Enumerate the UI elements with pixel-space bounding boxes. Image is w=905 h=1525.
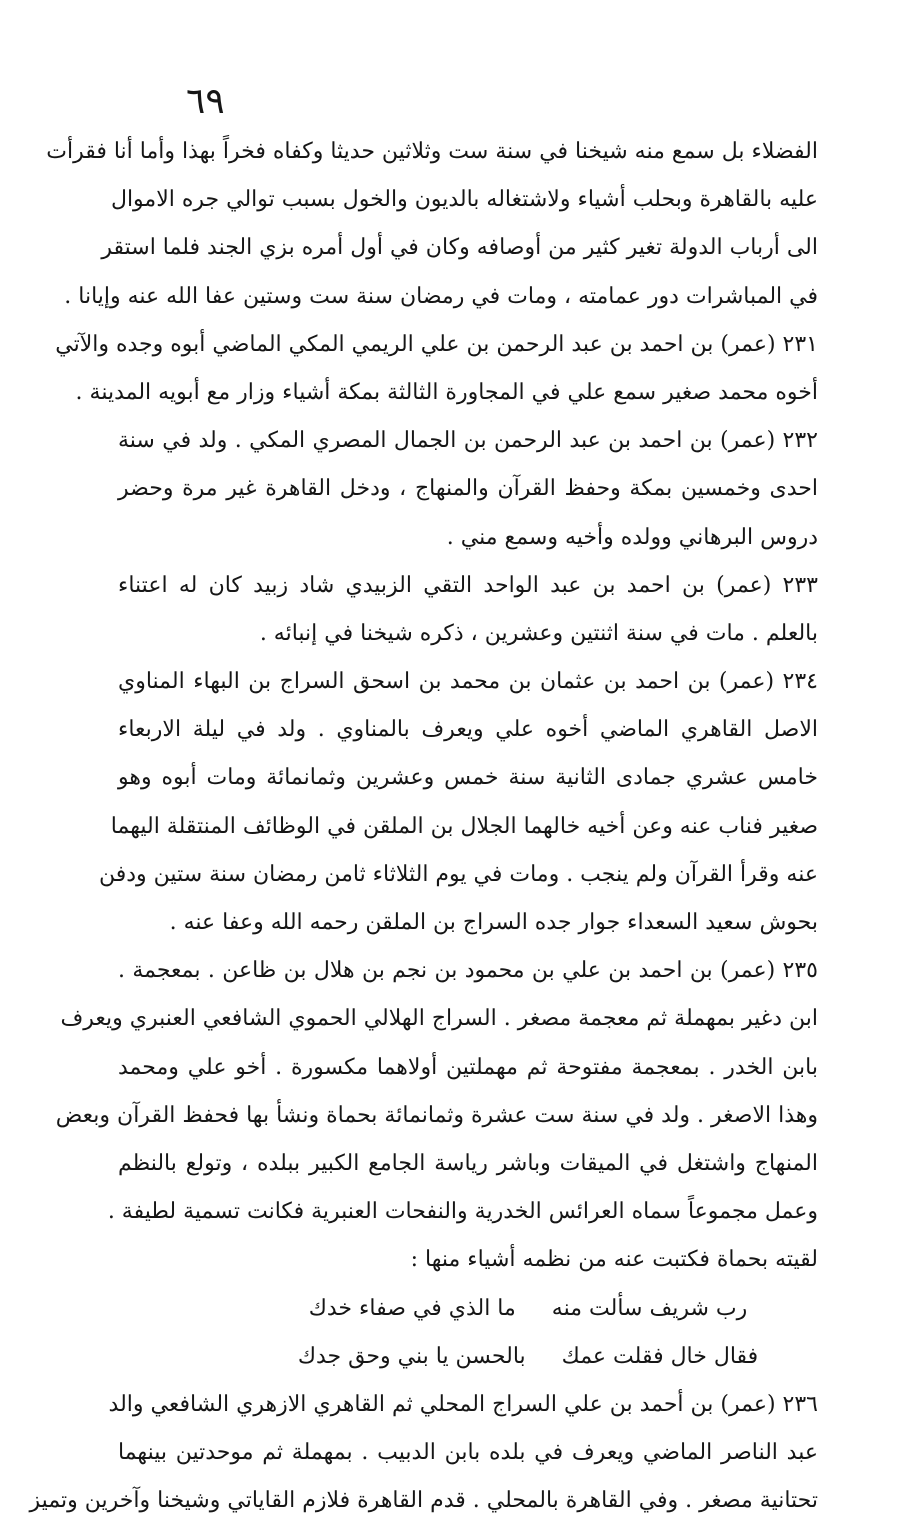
- text-line: الاصل القاهري الماضي أخوه علي ويعرف بالمناوي . ولد في ليلة الاربعاء: [118, 717, 818, 743]
- verse-second-hemistich: ما الذي في صفاء خدك: [308, 1295, 516, 1321]
- text-line: احدى وخمسين بمكة وحفظ القرآن والمنهاج ، ودخل القاهرة غير مرة وحضر: [118, 476, 818, 502]
- text-line: ابن دغير بمهملة ثم معجمة مصغر . السراج الهلالي الحموي الشافعي العنبري ويعرف: [60, 1006, 818, 1032]
- text-line: ٢٣٥ (عمر) بن احمد بن علي بن محمود بن نجم بن هلال بن ظاعن . بمعجمة .: [118, 958, 818, 984]
- text-line: ٢٣٢ (عمر) بن احمد بن عبد الرحمن بن الجمال المصري المكي . ولد في سنة: [118, 428, 818, 454]
- text-line: في المباشرات دور عمامته ، ومات في رمضان سنة ست وستين عفا الله عنه وإيانا .: [64, 283, 818, 309]
- text-line: الفضلاء بل سمع منه شيخنا في سنة ست وثلاثين حديثا وكفاه فخراً بهذا وأما أنا فقرأت: [46, 139, 818, 164]
- verse-first-hemistich: فقال خال فقلت عمك: [561, 1343, 759, 1369]
- text-line: صغير فناب عنه وعن أخيه خالهما الجلال بن الملقن في الوظائف المنتقلة اليهما: [110, 813, 818, 839]
- poem-verse: [118, 1285, 818, 1333]
- text-line: بابن الخدر . بمعجمة مفتوحة ثم مهملتين أولاهما مكسورة . أخو علي ومحمد: [118, 1054, 818, 1080]
- text-line: ٢٣٣ (عمر) بن احمد بن عبد الواحد التقي الزبيدي شاد زبيد كان له اعتناء: [118, 572, 818, 598]
- poem-verse: [118, 1333, 818, 1381]
- text-line: الى أرباب الدولة تغير كثير من أوصافه وكان في أول أمره بزي الجند فلما استقر: [101, 235, 818, 261]
- verse-second-hemistich: بالحسن يا بني وحق جدك: [297, 1343, 526, 1369]
- text-line: ٢٣٤ (عمر) بن احمد بن عثمان بن محمد بن اسحق السراج بن البهاء المناوي: [118, 669, 818, 695]
- page-number: ٦٩: [186, 81, 225, 122]
- text-line: وعمل مجموعاً سماه العرائس الخدرية والنفحات العنبرية فكانت تسمية لطيفة .: [107, 1199, 818, 1225]
- text-line: ٢٣١ (عمر) بن احمد بن عبد الرحمن بن علي الريمي المكي الماضي أبوه وجده والآتي: [55, 331, 818, 357]
- text-line: بالعلم . مات في سنة اثنتين وعشرين ، ذكره شيخنا في إنبائه .: [259, 620, 818, 646]
- text-line: تحتانية مصغر . وفي القاهرة بالمحلي . قدم القاهرة فلازم القاياتي وشيخنا وآخرين وتميز: [29, 1488, 818, 1514]
- text-line: أخوه محمد صغير سمع علي في المجاورة الثالثة بمكة أشياء وزار مع أبويه المدينة .: [75, 379, 818, 405]
- text-line: المنهاج واشتغل في الميقات وباشر رياسة الجامع الكبير ببلده ، وتولع بالنظم: [118, 1150, 818, 1176]
- text-line: عبد الناصر الماضي ويعرف في بلده بابن الدبيب . بمهملة ثم موحدتين بينهما: [118, 1440, 818, 1466]
- text-line: لقيته بحماة فكتبت عنه من نظمه أشياء منها :: [410, 1247, 818, 1273]
- text-line: ٢٣٦ (عمر) بن أحمد بن علي السراج المحلي ثم القاهري الازهري الشافعي والد: [108, 1391, 818, 1417]
- text-line: عليه بالقاهرة وبحلب أشياء ولاشتغاله بالديون والخول بسبب توالي جره الاموال: [110, 187, 818, 213]
- text-line: بحوش سعيد السعداء جوار جده السراج بن الملقن رحمه الله وعفا عنه .: [169, 910, 818, 935]
- verse-first-hemistich: رب شريف سألت منه: [551, 1295, 748, 1321]
- text-line: دروس البرهاني وولده وأخيه وسمع مني .: [446, 524, 818, 550]
- text-line: عنه وقرأ القرآن ولم ينجب . ومات في يوم الثلاثاء ثامن رمضان سنة ستين ودفن: [99, 861, 818, 887]
- body-text: [29, 128, 818, 1525]
- text-line: خامس عشري جمادى الثانية سنة خمس وعشرين وثمانمائة ومات أبوه وهو: [118, 765, 818, 791]
- text-line: وهذا الاصغر . ولد في سنة ست عشرة وثمانمائة بحماة ونشأ بها فحفظ القرآن وبعض: [55, 1102, 818, 1128]
